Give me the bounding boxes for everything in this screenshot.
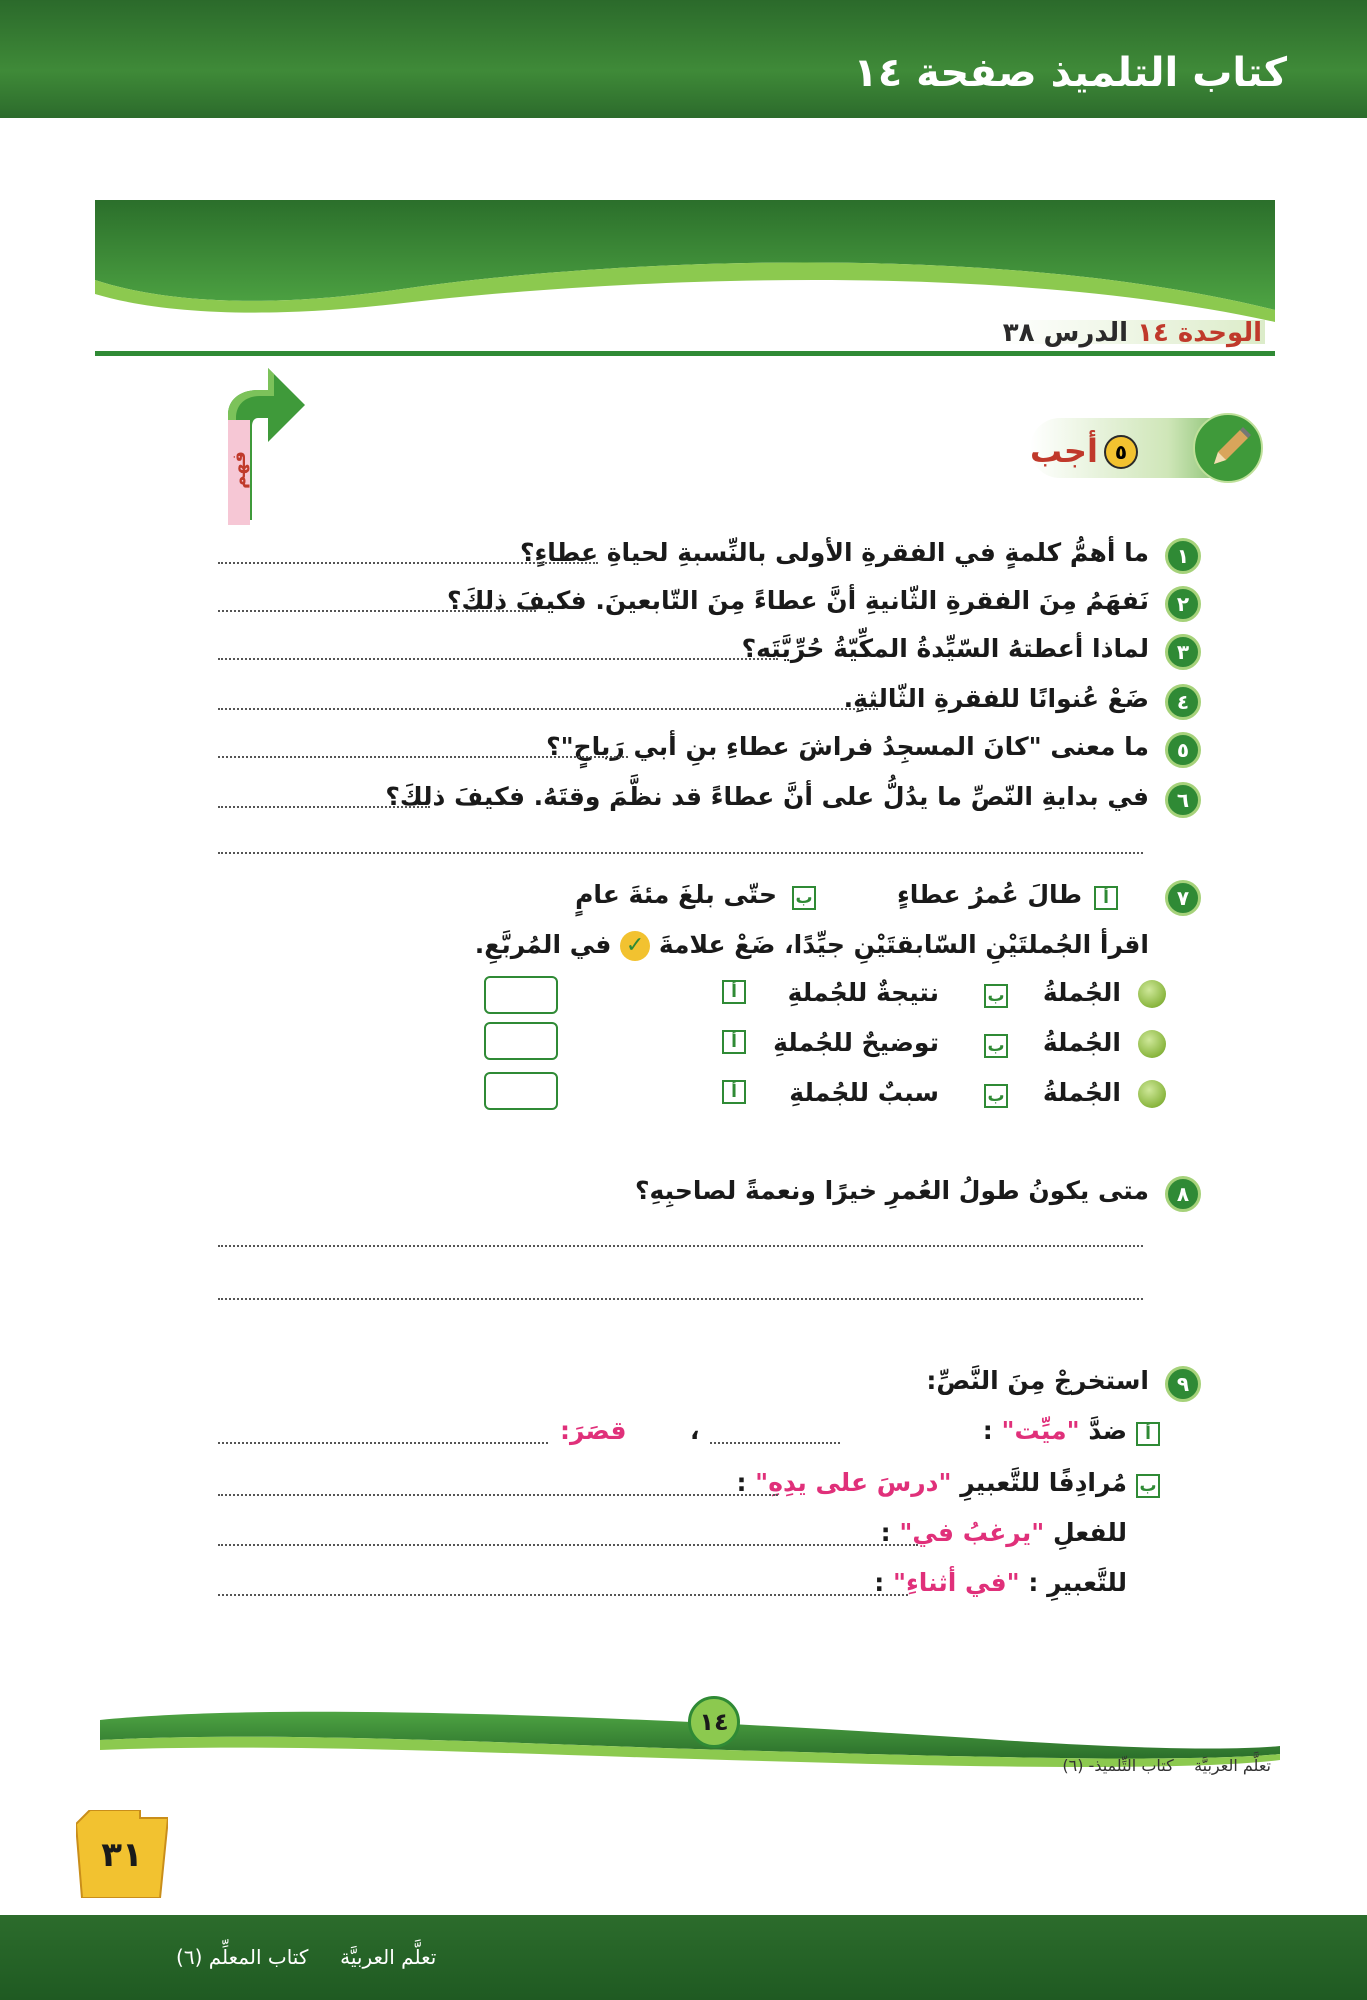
q7-row-2-b-letter: ب: [984, 1034, 1008, 1058]
side-tab-arrow-icon: [210, 360, 310, 525]
q9-b-word: "درسَ على يدِهِ": [755, 1468, 952, 1497]
q7-instruction: [475, 930, 1149, 961]
footer-book-2: كتاب التِّلميذ- (٦): [1062, 1756, 1174, 1775]
question-4-answer-line[interactable]: [218, 708, 878, 710]
teacher-page-number: ٣١: [101, 1835, 143, 1875]
question-5-answer-line[interactable]: [218, 756, 628, 758]
q7-row-1-bullet: [1138, 980, 1166, 1008]
q9-b-colon: :: [736, 1468, 747, 1497]
q9-b-answer-line[interactable]: [218, 1494, 778, 1496]
q9-d-answer-line[interactable]: [218, 1594, 908, 1596]
question-1-number: ١: [1165, 538, 1201, 574]
q7-sentence-a: طالَ عُمرُ عطاءٍ: [896, 880, 1082, 909]
q9-b-prefix: مُرادِفًا للتَّعبيرِ: [960, 1468, 1127, 1497]
q9-a-answer-line-1[interactable]: [710, 1442, 840, 1444]
question-8-answer-line-2[interactable]: [218, 1298, 1143, 1300]
q7-row-3-b-letter: ب: [984, 1084, 1008, 1108]
question-3-text: لماذا أعطتهُ السّيِّدةُ المكِّيّةُ حُرِّيَّتَه؟: [741, 634, 1149, 663]
q9-c-line: [881, 1518, 1127, 1547]
question-8-text: متى يكونُ طولُ العُمرِ خيرًا ونعمةً لصاحبِهِ؟: [634, 1176, 1149, 1205]
q7-instruction-part1: اقرأ الجُملتَيْنِ السّابقتَيْنِ جيِّدًا، ضَعْ علامةَ: [658, 930, 1149, 959]
question-6-text: في بدايةِ النّصِّ ما يدُلُّ على أنَّ عطاءً قد نظَّمَ وقتَهُ. فكيفَ ذلكَ؟: [385, 782, 1149, 811]
q9-a-colon: :: [982, 1416, 993, 1445]
q7-row-2-label: الجُملةُ: [1042, 1028, 1121, 1057]
q7-sentence-b-letter: ب: [792, 886, 816, 910]
question-5-number: ٥: [1165, 732, 1201, 768]
footer-swoosh: [100, 1690, 1280, 1800]
question-7-number: ٧: [1165, 880, 1201, 916]
lesson-label: الدرس ٣٨: [1002, 318, 1129, 348]
question-2-number: ٢: [1165, 586, 1201, 622]
q7-sentence-b: حتّى بلغَ مئةَ عامٍ: [575, 880, 777, 909]
q7-row-1-relation: نتيجةٌ للجُملةِ: [787, 978, 939, 1007]
footer-page-number: ١٤: [688, 1696, 740, 1748]
pencil-icon: [1192, 412, 1264, 484]
q9-a-line: [983, 1416, 1127, 1445]
q9-a-letter: أ: [1136, 1422, 1160, 1446]
q7-row-2-check-box[interactable]: [484, 1022, 558, 1060]
question-9-number: ٩: [1165, 1366, 1201, 1402]
question-1-text: ما أهمُّ كلمةٍ في الفقرةِ الأولى بالنِّسبةِ لحياةِ عطاءٍ؟: [519, 538, 1149, 567]
bottom-book-1: تعلَّم العربيَّة: [340, 1945, 437, 1969]
q7-row-1-b-letter: ب: [984, 984, 1008, 1008]
q9-d-colon: :: [874, 1568, 885, 1597]
question-6-number: ٦: [1165, 782, 1201, 818]
question-2-text: نَفهَمُ مِنَ الفقرةِ الثّانيةِ أنَّ عطاءً مِنَ التّابعينَ. فكيفَ ذلكَ؟: [447, 586, 1149, 615]
q9-c-colon: :: [880, 1518, 891, 1547]
question-4-number: ٤: [1165, 684, 1201, 720]
question-1-answer-line[interactable]: [218, 562, 598, 564]
q7-row-2-bullet: [1138, 1030, 1166, 1058]
q9-d-prefix: للتَّعبيرِ :: [1028, 1568, 1127, 1597]
bottom-book-2: كتاب المعلِّم (٦): [176, 1945, 309, 1969]
q7-row-1-label: الجُملةُ: [1042, 978, 1121, 1007]
q7-row-3-a-letter: أ: [722, 1080, 746, 1104]
footer-book-title: [1062, 1756, 1271, 1775]
q9-b-letter: ب: [1136, 1474, 1160, 1498]
q7-row-1-check-box[interactable]: [484, 976, 558, 1014]
q9-a-comma: ،: [690, 1416, 700, 1445]
question-8-number: ٨: [1165, 1176, 1201, 1212]
q9-a-answer-line-2[interactable]: [218, 1442, 548, 1444]
q7-row-1-a-letter: أ: [722, 980, 746, 1004]
question-9-title: استخرجْ مِنَ النَّصِّ:: [926, 1366, 1149, 1395]
checkmark-icon: ✓: [620, 931, 650, 961]
question-6-answer-line[interactable]: [218, 806, 430, 808]
banner-underline: [95, 351, 1275, 356]
bottom-book-title: [176, 1945, 436, 1969]
q7-row-3-relation: سببٌ للجُملةِ: [789, 1078, 939, 1107]
q7-row-2-relation: توضيحٌ للجُملةِ: [773, 1028, 939, 1057]
q9-d-line: [874, 1568, 1127, 1597]
question-8-answer-line-1[interactable]: [218, 1245, 1143, 1247]
q7-row-3-check-box[interactable]: [484, 1072, 558, 1110]
unit-label: الوحدة ١٤: [1137, 318, 1262, 348]
q7-row-3-bullet: [1138, 1080, 1166, 1108]
q9-a-word: "ميِّت": [1001, 1416, 1080, 1445]
footer-book-1: تعلَّم العربيَّة: [1194, 1756, 1271, 1775]
question-5-text: ما معنى "كانَ المسجِدُ فراشَ عطاءِ بنِ أبي رَباحٍ"؟: [546, 732, 1149, 761]
question-3-number: ٣: [1165, 634, 1201, 670]
q7-row-2-a-letter: أ: [722, 1030, 746, 1054]
question-2-answer-line[interactable]: [218, 610, 536, 612]
section-title: أجب: [1030, 432, 1098, 470]
page-title: كتاب التلميذ صفحة ١٤: [853, 50, 1287, 96]
q9-b-line: [736, 1468, 1127, 1497]
q9-d-word: "في أثناءِ": [892, 1568, 1020, 1597]
question-4-text: ضَعْ عُنوانًا للفقرةِ الثّالثةِ.: [843, 684, 1149, 713]
question-3-answer-line[interactable]: [218, 658, 778, 660]
q7-row-3-label: الجُملةُ: [1042, 1078, 1121, 1107]
q9-c-answer-line[interactable]: [218, 1544, 918, 1546]
q9-a-prefix: ضدَّ: [1088, 1416, 1127, 1445]
side-tab-label: فهم: [228, 451, 250, 489]
q9-c-prefix: للفعلِ: [1052, 1518, 1127, 1547]
unit-lesson-label: [1003, 318, 1262, 348]
q7-sentence-a-letter: أ: [1094, 886, 1118, 910]
q9-c-word: "يرغبُ في": [899, 1518, 1045, 1547]
question-6-answer-line-2[interactable]: [218, 852, 1143, 854]
q7-instruction-part2: في المُربَّعِ.: [474, 930, 612, 959]
q9-a-word-2: قصَرَ:: [560, 1416, 627, 1445]
section-number: ٥: [1104, 435, 1138, 469]
